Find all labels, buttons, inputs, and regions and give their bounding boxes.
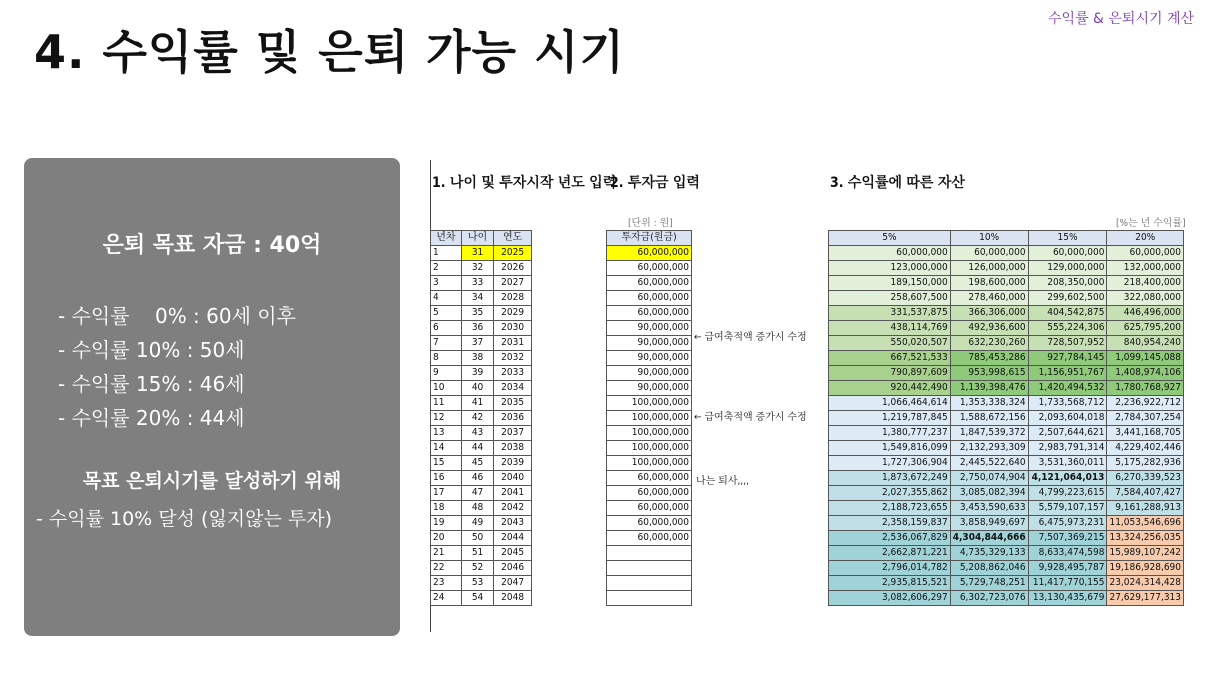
rate-note: [%는 년 수익률]: [1116, 218, 1186, 229]
age-cell: 37: [461, 336, 493, 351]
asset-cell: 2,983,791,314: [1028, 441, 1107, 456]
year-cell: 2037: [494, 426, 532, 441]
asset-cell: 60,000,000: [1107, 246, 1184, 261]
asset-cell: 3,531,360,011: [1028, 456, 1107, 471]
age-cell: 42: [461, 411, 493, 426]
base-row: [431, 396, 532, 411]
year-cell: 2038: [494, 441, 532, 456]
year-count-cell: 21: [431, 546, 462, 561]
year-count-cell: 6: [431, 321, 462, 336]
age-cell: 36: [461, 321, 493, 336]
asset-cell: 953,998,615: [950, 366, 1028, 381]
unit-label: [단위 : 원]: [628, 218, 673, 229]
investment-row: [607, 246, 692, 261]
investment-cell: [607, 546, 692, 561]
base-row: [431, 531, 532, 546]
asset-cell: 1,549,816,099: [829, 441, 951, 456]
page-title: 4. 수익률 및 은퇴 가능 시기: [34, 25, 625, 79]
asset-row: [829, 351, 1184, 366]
asset-cell: 1,873,672,249: [829, 471, 951, 486]
investment-row: [607, 471, 692, 486]
base-row: [431, 381, 532, 396]
asset-cell: 299,602,500: [1028, 291, 1107, 306]
asset-cell: 2,093,604,018: [1028, 411, 1107, 426]
asset-cell: 322,080,000: [1107, 291, 1184, 306]
investment-cell: 60,000,000: [607, 306, 692, 321]
age-cell: 53: [461, 576, 493, 591]
asset-cell: 1,099,145,088: [1107, 351, 1184, 366]
year-count-cell: 8: [431, 351, 462, 366]
investment-cell: 90,000,000: [607, 336, 692, 351]
asset-cell: 446,496,000: [1107, 306, 1184, 321]
investment-cell: 60,000,000: [607, 471, 692, 486]
base-row: [431, 321, 532, 336]
asset-row: [829, 441, 1184, 456]
spreadsheet: [428, 160, 1188, 632]
base-row: [431, 276, 532, 291]
asset-cell: 5,175,282,936: [1107, 456, 1184, 471]
base-row: [431, 366, 532, 381]
age-cell: 34: [461, 291, 493, 306]
year-cell: 2030: [494, 321, 532, 336]
asset-cell: 208,350,000: [1028, 276, 1107, 291]
base-row: [431, 516, 532, 531]
year-cell: 2034: [494, 381, 532, 396]
summary-panel: [24, 158, 400, 636]
base-row: [431, 351, 532, 366]
asset-cell: 492,936,600: [950, 321, 1028, 336]
base-row: [431, 426, 532, 441]
age-cell: 31: [461, 246, 493, 261]
asset-cell: 218,400,000: [1107, 276, 1184, 291]
investment-cell: [607, 576, 692, 591]
asset-cell: 19,186,928,690: [1107, 561, 1184, 576]
asset-cell: 1,727,306,904: [829, 456, 951, 471]
age-cell: 48: [461, 501, 493, 516]
year-cell: 2025: [494, 246, 532, 261]
investment-cell: 60,000,000: [607, 291, 692, 306]
retirement-goal: 은퇴 목표 자금 : 40억: [102, 233, 322, 258]
salary-raise-note-1: ← 급여축적액 증가시 수정: [694, 332, 807, 343]
asset-cell: 123,000,000: [829, 261, 951, 276]
asset-cell: 9,161,288,913: [1107, 501, 1184, 516]
year-count-cell: 13: [431, 426, 462, 441]
year-cell: 2046: [494, 561, 532, 576]
age-cell: 51: [461, 546, 493, 561]
asset-cell: 4,304,844,666: [950, 531, 1028, 546]
asset-row: [829, 426, 1184, 441]
asset-cell: 1,139,398,476: [950, 381, 1028, 396]
year-cell: 2048: [494, 591, 532, 606]
base-row: [431, 561, 532, 576]
year-cell: 2036: [494, 411, 532, 426]
investment-cell: 60,000,000: [607, 531, 692, 546]
age-cell: 54: [461, 591, 493, 606]
investment-row: [607, 321, 692, 336]
asset-cell: 5,208,862,046: [950, 561, 1028, 576]
asset-cell: 2,188,723,655: [829, 501, 951, 516]
year-count-cell: 17: [431, 486, 462, 501]
asset-row: [829, 501, 1184, 516]
asset-cell: 5,579,107,157: [1028, 501, 1107, 516]
year-count-cell: 11: [431, 396, 462, 411]
asset-cell: 927,784,145: [1028, 351, 1107, 366]
base-row: [431, 336, 532, 351]
investment-cell: 60,000,000: [607, 276, 692, 291]
year-count-cell: 24: [431, 591, 462, 606]
investment-cell: 60,000,000: [607, 501, 692, 516]
asset-cell: 4,735,329,133: [950, 546, 1028, 561]
asset-cell: 438,114,769: [829, 321, 951, 336]
year-count-cell: 18: [431, 501, 462, 516]
asset-cell: 1,353,338,324: [950, 396, 1028, 411]
header-year: 연도: [494, 231, 532, 246]
asset-table: [828, 230, 1184, 606]
header-investment: 투자금(원금): [607, 231, 692, 246]
base-row: [431, 471, 532, 486]
investment-row: [607, 531, 692, 546]
investment-row: [607, 336, 692, 351]
investment-row: [607, 276, 692, 291]
asset-cell: 632,230,260: [950, 336, 1028, 351]
investment-cell: 90,000,000: [607, 381, 692, 396]
base-row: [431, 411, 532, 426]
investment-row: [607, 426, 692, 441]
age-cell: 44: [461, 441, 493, 456]
year-count-cell: 7: [431, 336, 462, 351]
age-cell: 38: [461, 351, 493, 366]
year-count-cell: 5: [431, 306, 462, 321]
asset-cell: 1,780,768,927: [1107, 381, 1184, 396]
asset-cell: 2,750,074,904: [950, 471, 1028, 486]
asset-cell: 2,662,871,221: [829, 546, 951, 561]
asset-cell: 555,224,306: [1028, 321, 1107, 336]
asset-cell: 189,150,000: [829, 276, 951, 291]
investment-cell: [607, 561, 692, 576]
year-count-cell: 10: [431, 381, 462, 396]
header-rate-20: 20%: [1107, 231, 1184, 246]
year-cell: 2028: [494, 291, 532, 306]
year-cell: 2027: [494, 276, 532, 291]
year-count-cell: 19: [431, 516, 462, 531]
asset-cell: 1,588,672,156: [950, 411, 1028, 426]
asset-cell: 2,445,522,640: [950, 456, 1028, 471]
investment-cell: 90,000,000: [607, 366, 692, 381]
investment-cell: 60,000,000: [607, 486, 692, 501]
asset-cell: 2,796,014,782: [829, 561, 951, 576]
investment-cell: 100,000,000: [607, 441, 692, 456]
asset-cell: 1,219,787,845: [829, 411, 951, 426]
asset-cell: 404,542,875: [1028, 306, 1107, 321]
asset-cell: 1,847,539,372: [950, 426, 1028, 441]
asset-row: [829, 321, 1184, 336]
asset-cell: 920,442,490: [829, 381, 951, 396]
investment-row: [607, 486, 692, 501]
asset-cell: 2,358,159,837: [829, 516, 951, 531]
asset-cell: 60,000,000: [1028, 246, 1107, 261]
asset-cell: 728,507,952: [1028, 336, 1107, 351]
year-cell: 2040: [494, 471, 532, 486]
year-cell: 2044: [494, 531, 532, 546]
investment-row: [607, 261, 692, 276]
asset-cell: 11,417,770,155: [1028, 576, 1107, 591]
asset-cell: 4,121,064,013: [1028, 471, 1107, 486]
year-count-cell: 15: [431, 456, 462, 471]
year-count-cell: 22: [431, 561, 462, 576]
age-cell: 46: [461, 471, 493, 486]
asset-cell: 7,584,407,427: [1107, 486, 1184, 501]
header-age: 나이: [461, 231, 493, 246]
investment-row: [607, 456, 692, 471]
asset-cell: 129,000,000: [1028, 261, 1107, 276]
investment-row: [607, 291, 692, 306]
year-count-cell: 3: [431, 276, 462, 291]
investment-row: [607, 501, 692, 516]
investment-cell: 60,000,000: [607, 516, 692, 531]
age-cell: 45: [461, 456, 493, 471]
asset-cell: 1,733,568,712: [1028, 396, 1107, 411]
age-cell: 32: [461, 261, 493, 276]
asset-cell: 785,453,286: [950, 351, 1028, 366]
asset-cell: 60,000,000: [950, 246, 1028, 261]
age-cell: 47: [461, 486, 493, 501]
asset-cell: 1,066,464,614: [829, 396, 951, 411]
age-cell: 43: [461, 426, 493, 441]
investment-row: [607, 366, 692, 381]
asset-row: [829, 291, 1184, 306]
asset-cell: 2,236,922,712: [1107, 396, 1184, 411]
base-row: [431, 546, 532, 561]
asset-cell: 1,420,494,532: [1028, 381, 1107, 396]
year-cell: 2041: [494, 486, 532, 501]
asset-cell: 6,475,973,231: [1028, 516, 1107, 531]
asset-row: [829, 396, 1184, 411]
investment-row: [607, 396, 692, 411]
year-cell: 2042: [494, 501, 532, 516]
base-row: [431, 486, 532, 501]
year-count-cell: 12: [431, 411, 462, 426]
asset-cell: 3,453,590,633: [950, 501, 1028, 516]
year-count-cell: 14: [431, 441, 462, 456]
asset-cell: 3,085,082,394: [950, 486, 1028, 501]
section3-title: 3. 수익률에 따른 자산: [830, 175, 965, 191]
asset-row: [829, 246, 1184, 261]
asset-cell: 126,000,000: [950, 261, 1028, 276]
asset-cell: 15,989,107,242: [1107, 546, 1184, 561]
asset-row: [829, 381, 1184, 396]
age-cell: 50: [461, 531, 493, 546]
investment-row: [607, 381, 692, 396]
year-count-cell: 2: [431, 261, 462, 276]
investment-cell: 60,000,000: [607, 246, 692, 261]
asset-cell: 3,082,606,297: [829, 591, 951, 606]
age-cell: 33: [461, 276, 493, 291]
asset-cell: 11,053,546,696: [1107, 516, 1184, 531]
asset-cell: 198,600,000: [950, 276, 1028, 291]
asset-cell: 1,380,777,237: [829, 426, 951, 441]
age-cell: 52: [461, 561, 493, 576]
asset-row: [829, 486, 1184, 501]
year-cell: 2039: [494, 456, 532, 471]
asset-row: [829, 591, 1184, 606]
asset-cell: 625,795,200: [1107, 321, 1184, 336]
asset-cell: 366,306,000: [950, 306, 1028, 321]
year-count-cell: 16: [431, 471, 462, 486]
asset-cell: 132,000,000: [1107, 261, 1184, 276]
rate-line-10: - 수익률 10% : 50세: [58, 338, 245, 362]
header-rate-15: 15%: [1028, 231, 1107, 246]
header-year-count: 년차: [431, 231, 462, 246]
investment-row: [607, 561, 692, 576]
asset-row: [829, 546, 1184, 561]
base-table: [430, 230, 532, 606]
header-rate-5: 5%: [829, 231, 951, 246]
base-row: [431, 441, 532, 456]
year-cell: 2045: [494, 546, 532, 561]
asset-cell: 1,156,951,767: [1028, 366, 1107, 381]
asset-row: [829, 561, 1184, 576]
asset-cell: 667,521,533: [829, 351, 951, 366]
asset-row: [829, 276, 1184, 291]
year-cell: 2035: [494, 396, 532, 411]
asset-row: [829, 471, 1184, 486]
asset-cell: 9,928,495,787: [1028, 561, 1107, 576]
investment-row: [607, 306, 692, 321]
investment-cell: 60,000,000: [607, 261, 692, 276]
asset-cell: 7,507,369,215: [1028, 531, 1107, 546]
year-count-cell: 1: [431, 246, 462, 261]
asset-row: [829, 261, 1184, 276]
asset-row: [829, 531, 1184, 546]
asset-cell: 2,132,293,309: [950, 441, 1028, 456]
asset-cell: 13,130,435,679: [1028, 591, 1107, 606]
salary-raise-note-2: ← 급여축적액 증가시 수정: [694, 412, 807, 423]
achieve-title: 목표 은퇴시기를 달성하기 위해: [82, 470, 342, 492]
investment-row: [607, 516, 692, 531]
year-count-cell: 9: [431, 366, 462, 381]
investment-row: [607, 441, 692, 456]
asset-cell: 2,784,307,254: [1107, 411, 1184, 426]
asset-row: [829, 456, 1184, 471]
asset-cell: 60,000,000: [829, 246, 951, 261]
investment-row: [607, 411, 692, 426]
asset-cell: 6,302,723,076: [950, 591, 1028, 606]
asset-cell: 23,024,314,428: [1107, 576, 1184, 591]
asset-cell: 840,954,240: [1107, 336, 1184, 351]
achieve-description: - 수익률 10% 달성 (잃지않는 투자): [36, 508, 333, 530]
investment-cell: 100,000,000: [607, 456, 692, 471]
investment-table: [606, 230, 692, 606]
asset-cell: 8,633,474,598: [1028, 546, 1107, 561]
asset-cell: 2,507,644,621: [1028, 426, 1107, 441]
asset-cell: 3,858,949,697: [950, 516, 1028, 531]
year-cell: 2029: [494, 306, 532, 321]
base-row: [431, 456, 532, 471]
year-cell: 2043: [494, 516, 532, 531]
investment-row: [607, 351, 692, 366]
base-row: [431, 291, 532, 306]
retire-note: 나는 퇴사,,,,: [696, 476, 749, 487]
base-row: [431, 591, 532, 606]
header-rate-10: 10%: [950, 231, 1028, 246]
base-row: [431, 501, 532, 516]
base-row: [431, 246, 532, 261]
year-cell: 2033: [494, 366, 532, 381]
investment-cell: 90,000,000: [607, 351, 692, 366]
investment-cell: 100,000,000: [607, 411, 692, 426]
investment-cell: 90,000,000: [607, 321, 692, 336]
asset-cell: 13,324,256,035: [1107, 531, 1184, 546]
age-cell: 39: [461, 366, 493, 381]
age-cell: 35: [461, 306, 493, 321]
asset-row: [829, 306, 1184, 321]
investment-row: [607, 591, 692, 606]
asset-cell: 5,729,748,251: [950, 576, 1028, 591]
year-count-cell: 23: [431, 576, 462, 591]
investment-cell: [607, 591, 692, 606]
year-cell: 2047: [494, 576, 532, 591]
asset-cell: 1,408,974,106: [1107, 366, 1184, 381]
year-cell: 2026: [494, 261, 532, 276]
asset-cell: 27,629,177,313: [1107, 591, 1184, 606]
asset-cell: 278,460,000: [950, 291, 1028, 306]
asset-cell: 331,537,875: [829, 306, 951, 321]
age-cell: 41: [461, 396, 493, 411]
asset-cell: 3,441,168,705: [1107, 426, 1184, 441]
section1-title: 1. 나이 및 투자시작 년도 입력: [432, 175, 617, 191]
base-row: [431, 261, 532, 276]
year-cell: 2032: [494, 351, 532, 366]
rate-line-20: - 수익률 20% : 44세: [58, 406, 245, 430]
asset-cell: 2,935,815,521: [829, 576, 951, 591]
corner-label: 수익률 & 은퇴시기 계산: [1048, 11, 1194, 27]
asset-cell: 6,270,339,523: [1107, 471, 1184, 486]
age-cell: 49: [461, 516, 493, 531]
base-row: [431, 576, 532, 591]
asset-cell: 4,229,402,446: [1107, 441, 1184, 456]
investment-cell: 100,000,000: [607, 396, 692, 411]
asset-row: [829, 516, 1184, 531]
asset-row: [829, 366, 1184, 381]
investment-cell: 100,000,000: [607, 426, 692, 441]
base-row: [431, 306, 532, 321]
rate-line-15: - 수익률 15% : 46세: [58, 372, 245, 396]
asset-cell: 4,799,223,615: [1028, 486, 1107, 501]
year-count-cell: 20: [431, 531, 462, 546]
asset-cell: 258,607,500: [829, 291, 951, 306]
asset-row: [829, 576, 1184, 591]
asset-cell: 2,536,067,829: [829, 531, 951, 546]
investment-row: [607, 576, 692, 591]
asset-cell: 790,897,609: [829, 366, 951, 381]
asset-row: [829, 411, 1184, 426]
asset-row: [829, 336, 1184, 351]
rate-line-0: - 수익률 0% : 60세 이후: [58, 304, 296, 328]
year-cell: 2031: [494, 336, 532, 351]
investment-row: [607, 546, 692, 561]
section2-title: 2. 투자금 입력: [610, 175, 700, 191]
asset-cell: 2,027,355,862: [829, 486, 951, 501]
year-count-cell: 4: [431, 291, 462, 306]
age-cell: 40: [461, 381, 493, 396]
asset-cell: 550,020,507: [829, 336, 951, 351]
